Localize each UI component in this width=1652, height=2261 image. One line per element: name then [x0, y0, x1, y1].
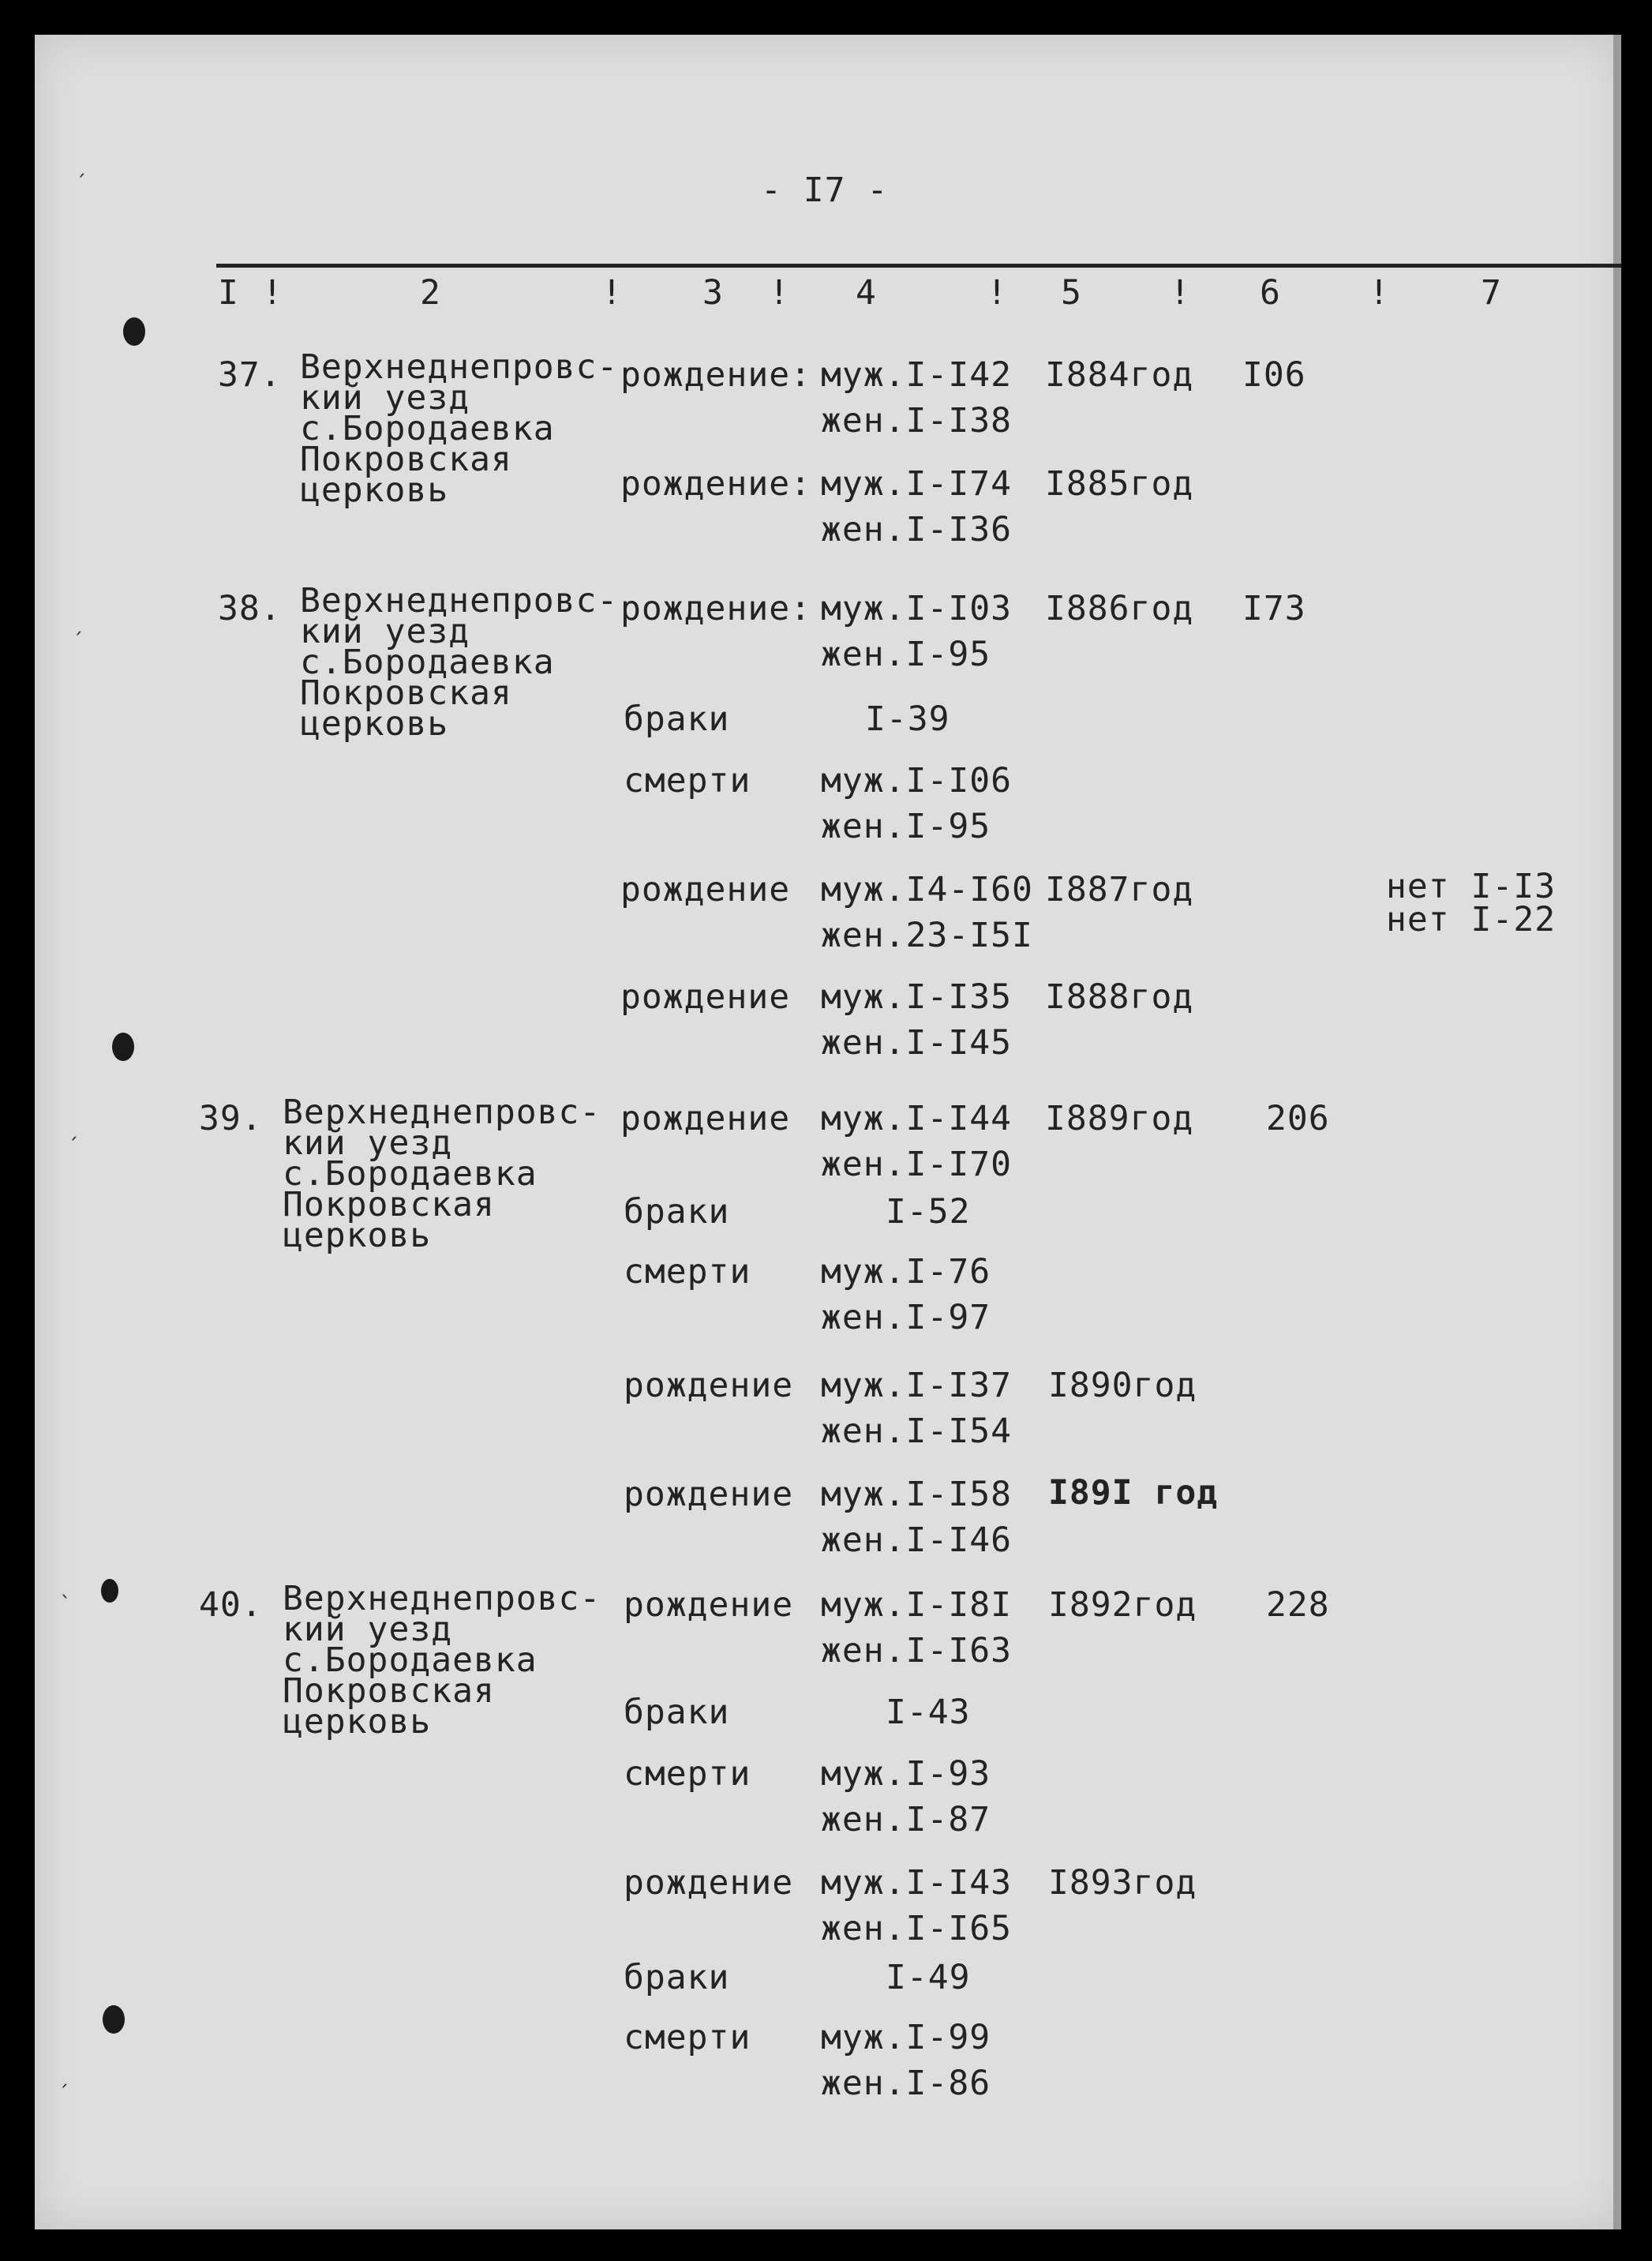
- record-value: муж.I-99: [821, 2018, 991, 2057]
- column-separator: !: [1170, 273, 1191, 313]
- margin-mark: ˏ: [76, 153, 88, 177]
- location-line: церковь: [283, 1702, 432, 1742]
- record-value: муж.I-I35: [821, 977, 1012, 1017]
- entry-location: [300, 581, 619, 744]
- document-page: [35, 35, 1621, 2229]
- record-type: рождение: [624, 1585, 794, 1625]
- record-note: [1386, 867, 1556, 939]
- location-line: кий уезд: [283, 1123, 453, 1163]
- location-line: кий уезд: [300, 378, 470, 418]
- entry-count: 206: [1266, 1099, 1330, 1138]
- record-type: рождение: [624, 1475, 794, 1514]
- record-value: муж.I-93: [821, 1754, 991, 1794]
- record-value: жен.I-86: [821, 2064, 991, 2103]
- record-value: муж.I-I06: [821, 761, 1012, 801]
- location-line: с.Бородаевка: [283, 1640, 538, 1680]
- record-value: жен.I-I65: [821, 1909, 1012, 1948]
- location-line: Покровская: [283, 1185, 495, 1224]
- record-value: жен.I-95: [821, 635, 991, 674]
- record-type: смерти: [624, 1754, 751, 1794]
- binder-hole: [123, 317, 145, 346]
- record-value: муж.I-I44: [821, 1099, 1012, 1138]
- entry-number: 38.: [218, 589, 282, 628]
- record-type: браки: [624, 1192, 730, 1232]
- margin-mark: ˏ: [73, 611, 85, 635]
- column-header: 2: [420, 273, 441, 313]
- record-type: смерти: [624, 2018, 751, 2057]
- location-line: Верхнеднепровс-: [300, 581, 619, 621]
- location-line: с.Бородаевка: [283, 1154, 538, 1194]
- entry-number: 40.: [199, 1585, 263, 1625]
- scan-edge: [1613, 35, 1621, 2229]
- location-line: кий уезд: [300, 612, 470, 651]
- column-separator: !: [987, 273, 1008, 313]
- record-type: рождение: [620, 870, 791, 909]
- record-year: I884год: [1045, 355, 1194, 395]
- record-value: жен.I-I45: [821, 1023, 1012, 1063]
- record-value: жен.I-I63: [821, 1631, 1012, 1670]
- entry-count: I73: [1242, 589, 1306, 628]
- record-value: жен.I-I36: [821, 510, 1012, 549]
- location-line: церковь: [300, 471, 449, 510]
- record-year: I892год: [1048, 1585, 1197, 1625]
- record-value: муж.I-76: [821, 1252, 991, 1292]
- entry-count: I06: [1242, 355, 1306, 395]
- record-value: муж.I-I37: [821, 1366, 1012, 1405]
- note-line: нет I-22: [1386, 900, 1556, 939]
- location-line: с.Бородаевка: [300, 409, 555, 448]
- column-header: 6: [1260, 273, 1281, 313]
- column-header: 4: [856, 273, 877, 313]
- record-value: I-49: [886, 1958, 971, 1997]
- record-value: I-52: [886, 1192, 971, 1232]
- location-line: Покровская: [300, 440, 512, 479]
- record-year: I886год: [1045, 589, 1194, 628]
- record-value: муж.I-I8I: [821, 1585, 1012, 1625]
- record-type: рождение: [620, 1099, 791, 1138]
- record-type: смерти: [624, 761, 751, 801]
- record-type: рождение:: [620, 589, 811, 628]
- record-year: I889год: [1045, 1099, 1194, 1138]
- column-separator: !: [262, 273, 283, 313]
- location-line: Верхнеднепровс-: [283, 1093, 601, 1132]
- record-type: рождение: [624, 1863, 794, 1903]
- record-type: рождение: [624, 1366, 794, 1405]
- record-value: жен.I-I54: [821, 1412, 1012, 1451]
- margin-mark: ˏ: [58, 2064, 71, 2087]
- column-separator: !: [769, 273, 790, 313]
- record-value: муж.I4-I60: [821, 870, 1033, 909]
- entry-location: [300, 347, 619, 510]
- record-value: жен.I-I70: [821, 1145, 1012, 1184]
- entry-location: [283, 1093, 601, 1255]
- record-type: смерти: [624, 1252, 751, 1292]
- record-year: I887год: [1045, 870, 1194, 909]
- location-line: церковь: [300, 704, 449, 744]
- record-type: рождение:: [620, 464, 811, 504]
- margin-mark: ˏ: [68, 1116, 81, 1140]
- binder-hole: [101, 1579, 118, 1603]
- column-separator: !: [1369, 273, 1390, 313]
- record-type: браки: [624, 1958, 730, 1997]
- record-value: жен.I-87: [821, 1800, 991, 1839]
- location-line: Верхнеднепровс-: [283, 1579, 601, 1618]
- header-rule: [216, 264, 1621, 268]
- record-value: муж.I-I58: [821, 1475, 1012, 1514]
- record-value: муж.I-I43: [821, 1863, 1012, 1903]
- record-year: I890год: [1048, 1366, 1197, 1405]
- page-number: - I7 -: [761, 171, 889, 210]
- entry-location: [283, 1579, 601, 1742]
- column-separator: !: [601, 273, 623, 313]
- column-header: I: [218, 273, 239, 313]
- column-header: 5: [1061, 273, 1082, 313]
- location-line: Верхнеднепровс-: [300, 347, 619, 387]
- record-value: муж.I-I74: [821, 464, 1012, 504]
- record-value: жен.23-I5I: [821, 916, 1033, 955]
- record-year: I89I год: [1048, 1473, 1219, 1513]
- location-line: Покровская: [300, 673, 512, 713]
- column-header: 3: [702, 273, 724, 313]
- record-year: I888год: [1045, 977, 1194, 1017]
- record-value: муж.I-I03: [821, 589, 1012, 628]
- binder-hole: [112, 1033, 134, 1061]
- record-type: рождение:: [620, 355, 811, 395]
- note-line: нет I-I3: [1386, 867, 1556, 906]
- location-line: Покровская: [283, 1671, 495, 1711]
- record-value: жен.I-97: [821, 1298, 991, 1337]
- record-value: жен.I-I38: [821, 401, 1012, 441]
- record-type: рождение: [620, 977, 791, 1017]
- record-value: муж.I-I42: [821, 355, 1012, 395]
- record-year: I893год: [1048, 1863, 1197, 1903]
- margin-mark: ˎ: [58, 1574, 71, 1598]
- entry-count: 228: [1266, 1585, 1330, 1625]
- location-line: церковь: [283, 1216, 432, 1255]
- location-line: кий уезд: [283, 1610, 453, 1649]
- record-value: жен.I-95: [821, 807, 991, 846]
- binder-hole: [103, 2005, 125, 2034]
- entry-number: 39.: [199, 1099, 263, 1138]
- location-line: с.Бородаевка: [300, 643, 555, 682]
- record-value: жен.I-I46: [821, 1520, 1012, 1560]
- entry-number: 37.: [218, 355, 282, 395]
- record-value: I-43: [886, 1693, 971, 1732]
- record-value: I-39: [865, 699, 950, 739]
- record-year: I885год: [1045, 464, 1194, 504]
- column-header: 7: [1481, 273, 1502, 313]
- record-type: браки: [624, 1693, 730, 1732]
- record-type: браки: [624, 699, 730, 739]
